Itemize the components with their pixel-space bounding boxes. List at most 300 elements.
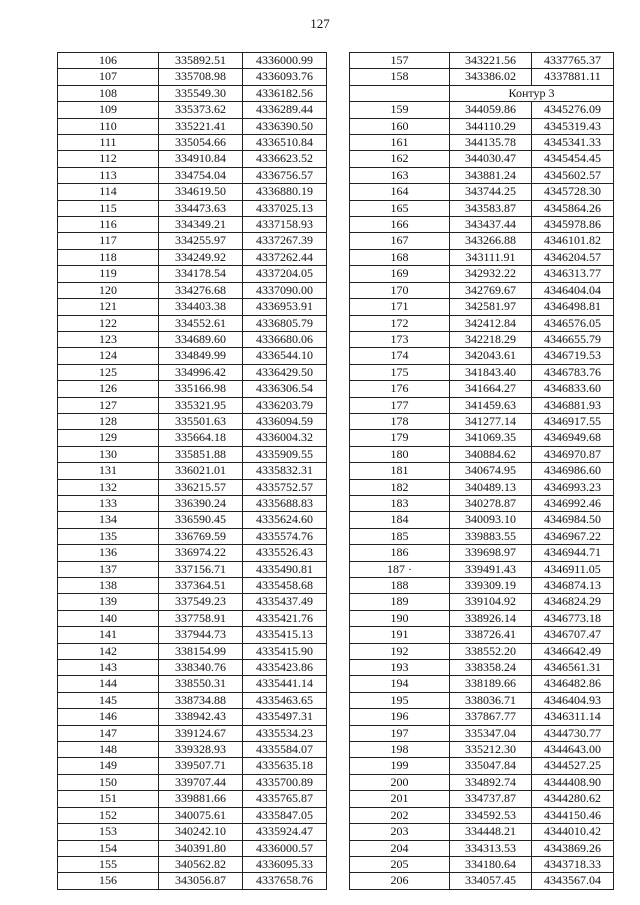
x-coordinate: 334403.38 — [159, 299, 243, 315]
y-coordinate: 4343869.26 — [532, 840, 614, 856]
table-row — [350, 676, 614, 692]
y-coordinate: 4345276.09 — [532, 102, 614, 118]
table-row — [58, 397, 327, 413]
point-number: 134 — [58, 512, 159, 528]
y-coordinate: 4336289.44 — [243, 102, 327, 118]
y-coordinate: 4335423.86 — [243, 660, 327, 676]
y-coordinate: 4343718.33 — [532, 856, 614, 872]
table-row — [58, 594, 327, 610]
table-row — [58, 233, 327, 249]
y-coordinate: 4336182.56 — [243, 85, 327, 101]
x-coordinate: 341277.14 — [450, 413, 532, 429]
table-row — [350, 856, 614, 872]
y-coordinate: 4346967.22 — [532, 528, 614, 544]
point-number: 137 — [58, 561, 159, 577]
table-row — [350, 151, 614, 167]
y-coordinate: 4336095.33 — [243, 856, 327, 872]
x-coordinate: 338734.88 — [159, 692, 243, 708]
y-coordinate: 4335526.43 — [243, 545, 327, 561]
point-number: 172 — [350, 315, 450, 331]
x-coordinate: 338726.41 — [450, 627, 532, 643]
point-number: 177 — [350, 397, 450, 413]
y-coordinate: 4335574.76 — [243, 528, 327, 544]
point-number: 112 — [58, 151, 159, 167]
point-number: 180 — [350, 446, 450, 462]
y-coordinate: 4335832.31 — [243, 463, 327, 479]
y-coordinate: 4346773.18 — [532, 610, 614, 626]
y-coordinate: 4346642.49 — [532, 643, 614, 659]
point-number: 199 — [350, 758, 450, 774]
y-coordinate: 4344280.62 — [532, 791, 614, 807]
point-number: 158 — [350, 69, 450, 85]
point-number: 184 — [350, 512, 450, 528]
table-row — [350, 135, 614, 151]
y-coordinate: 4337658.76 — [243, 873, 327, 889]
x-coordinate: 335664.18 — [159, 430, 243, 446]
table-row — [58, 807, 327, 823]
x-coordinate: 339104.92 — [450, 594, 532, 610]
table-row — [58, 348, 327, 364]
point-number: 156 — [58, 873, 159, 889]
table-row — [58, 578, 327, 594]
x-coordinate: 338036.71 — [450, 692, 532, 708]
table-row — [350, 479, 614, 495]
point-number: 115 — [58, 200, 159, 216]
y-coordinate: 4335534.23 — [243, 725, 327, 741]
x-coordinate: 340242.10 — [159, 824, 243, 840]
point-number: 179 — [350, 430, 450, 446]
table-row — [58, 299, 327, 315]
x-coordinate: 334057.45 — [450, 873, 532, 889]
page-number: 127 — [310, 16, 330, 31]
table-row — [58, 249, 327, 265]
x-coordinate: 337549.23 — [159, 594, 243, 610]
x-coordinate: 340884.62 — [450, 446, 532, 462]
y-coordinate: 4337158.93 — [243, 217, 327, 233]
point-number: 133 — [58, 495, 159, 511]
x-coordinate: 336974.22 — [159, 545, 243, 561]
table-row — [58, 53, 327, 69]
x-coordinate: 339698.97 — [450, 545, 532, 561]
point-number: 111 — [58, 135, 159, 151]
table-row — [350, 545, 614, 561]
table-row — [58, 774, 327, 790]
point-number: 155 — [58, 856, 159, 872]
table-row — [350, 413, 614, 429]
y-coordinate: 4335458.68 — [243, 578, 327, 594]
x-coordinate: 339883.55 — [450, 528, 532, 544]
table-row — [58, 692, 327, 708]
table-row — [350, 561, 614, 577]
point-number: 143 — [58, 660, 159, 676]
table-row — [350, 627, 614, 643]
table-row — [350, 594, 614, 610]
x-coordinate: 334892.74 — [450, 774, 532, 790]
x-coordinate: 343437.44 — [450, 217, 532, 233]
y-coordinate: 4335765.87 — [243, 791, 327, 807]
y-coordinate: 4336680.06 — [243, 331, 327, 347]
y-coordinate: 4345454.45 — [532, 151, 614, 167]
y-coordinate: 4335752.57 — [243, 479, 327, 495]
y-coordinate: 4346311.14 — [532, 709, 614, 725]
point-number: 197 — [350, 725, 450, 741]
y-coordinate: 4337267.39 — [243, 233, 327, 249]
x-coordinate: 343583.87 — [450, 200, 532, 216]
x-coordinate: 335373.62 — [159, 102, 243, 118]
contour-heading: Контур 3 — [450, 85, 614, 101]
table-row — [58, 167, 327, 183]
table-row — [350, 791, 614, 807]
x-coordinate: 342932.22 — [450, 266, 532, 282]
x-coordinate: 334473.63 — [159, 200, 243, 216]
x-coordinate: 334754.04 — [159, 167, 243, 183]
table-row — [350, 446, 614, 462]
point-number: 128 — [58, 413, 159, 429]
point-number: 116 — [58, 217, 159, 233]
x-coordinate: 336769.59 — [159, 528, 243, 544]
table-row — [350, 397, 614, 413]
y-coordinate: 4336306.54 — [243, 381, 327, 397]
point-number: 171 — [350, 299, 450, 315]
table-row — [350, 807, 614, 823]
x-coordinate: 343386.02 — [450, 69, 532, 85]
point-number: 192 — [350, 643, 450, 659]
point-number: 122 — [58, 315, 159, 331]
point-number: 159 — [350, 102, 450, 118]
y-coordinate: 4346970.87 — [532, 446, 614, 462]
x-coordinate: 337156.71 — [159, 561, 243, 577]
x-coordinate: 344059.86 — [450, 102, 532, 118]
table-row — [350, 660, 614, 676]
y-coordinate: 4346101.82 — [532, 233, 614, 249]
table-row — [58, 118, 327, 134]
table-row — [58, 315, 327, 331]
y-coordinate: 4346655.79 — [532, 331, 614, 347]
y-coordinate: 4336093.76 — [243, 69, 327, 85]
x-coordinate: 340489.13 — [450, 479, 532, 495]
table-row — [350, 512, 614, 528]
table-row — [350, 430, 614, 446]
y-coordinate: 4346992.46 — [532, 495, 614, 511]
table-row — [58, 495, 327, 511]
x-coordinate: 334255.97 — [159, 233, 243, 249]
x-coordinate: 339707.44 — [159, 774, 243, 790]
y-coordinate: 4346576.05 — [532, 315, 614, 331]
table-row — [58, 873, 327, 889]
table-row — [350, 758, 614, 774]
y-coordinate: 4344643.00 — [532, 742, 614, 758]
y-coordinate: 4346874.13 — [532, 578, 614, 594]
x-coordinate: 343266.88 — [450, 233, 532, 249]
y-coordinate: 4335415.13 — [243, 627, 327, 643]
table-row — [58, 184, 327, 200]
y-coordinate: 4336000.99 — [243, 53, 327, 69]
point-number: 204 — [350, 840, 450, 856]
point-number: 168 — [350, 249, 450, 265]
x-coordinate: 340093.10 — [450, 512, 532, 528]
y-coordinate: 4336390.50 — [243, 118, 327, 134]
point-number: 150 — [58, 774, 159, 790]
y-coordinate: 4335909.55 — [243, 446, 327, 462]
table-row — [58, 610, 327, 626]
y-coordinate: 4346917.55 — [532, 413, 614, 429]
table-row — [58, 824, 327, 840]
table-row — [350, 840, 614, 856]
x-coordinate: 340674.95 — [450, 463, 532, 479]
x-coordinate: 341069.35 — [450, 430, 532, 446]
x-coordinate: 336390.24 — [159, 495, 243, 511]
table-row — [58, 364, 327, 380]
y-coordinate: 4335688.83 — [243, 495, 327, 511]
table-row — [58, 102, 327, 118]
x-coordinate: 340075.61 — [159, 807, 243, 823]
point-number: 162 — [350, 151, 450, 167]
table-row — [58, 660, 327, 676]
x-coordinate: 334737.87 — [450, 791, 532, 807]
table-row — [58, 676, 327, 692]
y-coordinate: 4346404.93 — [532, 692, 614, 708]
point-number: 107 — [58, 69, 159, 85]
y-coordinate: 4337881.11 — [532, 69, 614, 85]
point-number: 121 — [58, 299, 159, 315]
x-coordinate: 335851.88 — [159, 446, 243, 462]
x-coordinate: 343881.24 — [450, 167, 532, 183]
x-coordinate: 334689.60 — [159, 331, 243, 347]
y-coordinate: 4346984.50 — [532, 512, 614, 528]
x-coordinate: 343056.87 — [159, 873, 243, 889]
y-coordinate: 4346482.86 — [532, 676, 614, 692]
table-row — [58, 840, 327, 856]
point-number: 109 — [58, 102, 159, 118]
table-row — [58, 512, 327, 528]
x-coordinate: 334249.92 — [159, 249, 243, 265]
table-row — [58, 479, 327, 495]
x-coordinate: 338340.76 — [159, 660, 243, 676]
y-coordinate: 4336429.50 — [243, 364, 327, 380]
x-coordinate: 337364.51 — [159, 578, 243, 594]
coordinates-table-left — [57, 52, 327, 890]
x-coordinate: 334313.53 — [450, 840, 532, 856]
point-number: 149 — [58, 758, 159, 774]
point-number: 182 — [350, 479, 450, 495]
table-row — [350, 643, 614, 659]
point-number: 178 — [350, 413, 450, 429]
contour-heading-row — [350, 85, 614, 101]
x-coordinate: 340278.87 — [450, 495, 532, 511]
x-coordinate: 339881.66 — [159, 791, 243, 807]
y-coordinate: 4336000.57 — [243, 840, 327, 856]
table-row — [350, 348, 614, 364]
x-coordinate: 338942.43 — [159, 709, 243, 725]
table-row — [350, 249, 614, 265]
x-coordinate: 344135.78 — [450, 135, 532, 151]
table-row — [350, 282, 614, 298]
table-row — [58, 725, 327, 741]
point-number: 202 — [350, 807, 450, 823]
x-coordinate: 337867.77 — [450, 709, 532, 725]
point-number: 141 — [58, 627, 159, 643]
x-coordinate: 334349.21 — [159, 217, 243, 233]
x-coordinate: 335054.66 — [159, 135, 243, 151]
y-coordinate: 4336880.19 — [243, 184, 327, 200]
y-coordinate: 4346881.93 — [532, 397, 614, 413]
y-coordinate: 4335924.47 — [243, 824, 327, 840]
y-coordinate: 4335421.76 — [243, 610, 327, 626]
table-row — [350, 217, 614, 233]
x-coordinate: 335347.04 — [450, 725, 532, 741]
table-row — [58, 151, 327, 167]
table-row — [350, 315, 614, 331]
x-coordinate: 334592.53 — [450, 807, 532, 823]
point-number: 165 — [350, 200, 450, 216]
table-row — [58, 85, 327, 101]
x-coordinate: 342043.61 — [450, 348, 532, 364]
table-row — [350, 774, 614, 790]
x-coordinate: 334619.50 — [159, 184, 243, 200]
y-coordinate: 4346993.23 — [532, 479, 614, 495]
x-coordinate: 342769.67 — [450, 282, 532, 298]
table-row — [350, 266, 614, 282]
point-number: 174 — [350, 348, 450, 364]
point-number: 161 — [350, 135, 450, 151]
x-coordinate: 335892.51 — [159, 53, 243, 69]
point-number: 195 — [350, 692, 450, 708]
x-coordinate: 339491.43 — [450, 561, 532, 577]
x-coordinate: 341664.27 — [450, 381, 532, 397]
x-coordinate: 337944.73 — [159, 627, 243, 643]
x-coordinate: 339124.67 — [159, 725, 243, 741]
y-coordinate: 4336623.52 — [243, 151, 327, 167]
x-coordinate: 342412.84 — [450, 315, 532, 331]
x-coordinate: 340391.80 — [159, 840, 243, 856]
point-number: 154 — [58, 840, 159, 856]
y-coordinate: 4346498.81 — [532, 299, 614, 315]
y-coordinate: 4337262.44 — [243, 249, 327, 265]
point-number: 132 — [58, 479, 159, 495]
x-coordinate: 335047.84 — [450, 758, 532, 774]
table-row — [58, 561, 327, 577]
x-coordinate: 338926.14 — [450, 610, 532, 626]
point-number: 119 — [58, 266, 159, 282]
x-coordinate: 343111.91 — [450, 249, 532, 265]
table-row — [350, 495, 614, 511]
point-number: 145 — [58, 692, 159, 708]
table-row — [58, 709, 327, 725]
y-coordinate: 4346949.68 — [532, 430, 614, 446]
y-coordinate: 4336544.10 — [243, 348, 327, 364]
point-number: 144 — [58, 676, 159, 692]
point-number: 181 — [350, 463, 450, 479]
point-number: 117 — [58, 233, 159, 249]
point-number: 163 — [350, 167, 450, 183]
x-coordinate: 340562.82 — [159, 856, 243, 872]
y-coordinate: 4335497.31 — [243, 709, 327, 725]
x-coordinate: 335221.41 — [159, 118, 243, 134]
table-row — [350, 463, 614, 479]
table-row — [58, 69, 327, 85]
x-coordinate: 336215.57 — [159, 479, 243, 495]
x-coordinate: 339309.19 — [450, 578, 532, 594]
y-coordinate: 4346824.29 — [532, 594, 614, 610]
y-coordinate: 4344150.46 — [532, 807, 614, 823]
point-number: 196 — [350, 709, 450, 725]
point-number: 114 — [58, 184, 159, 200]
point-number: 118 — [58, 249, 159, 265]
point-number: 160 — [350, 118, 450, 134]
table-row — [58, 545, 327, 561]
table-row — [58, 282, 327, 298]
table-row — [58, 463, 327, 479]
point-number: 206 — [350, 873, 450, 889]
point-number: 120 — [58, 282, 159, 298]
y-coordinate: 4337765.37 — [532, 53, 614, 69]
y-coordinate: 4346833.60 — [532, 381, 614, 397]
x-coordinate: 334996.42 — [159, 364, 243, 380]
point-number: 185 — [350, 528, 450, 544]
x-coordinate: 338189.66 — [450, 676, 532, 692]
y-coordinate: 4335847.05 — [243, 807, 327, 823]
point-number: 198 — [350, 742, 450, 758]
y-coordinate: 4335490.81 — [243, 561, 327, 577]
x-coordinate: 339507.71 — [159, 758, 243, 774]
point-number: 136 — [58, 545, 159, 561]
table-row — [58, 791, 327, 807]
table-row — [350, 118, 614, 134]
table-row — [350, 167, 614, 183]
table-row — [350, 742, 614, 758]
point-number: 131 — [58, 463, 159, 479]
table-row — [58, 135, 327, 151]
x-coordinate: 335501.63 — [159, 413, 243, 429]
y-coordinate: 4335437.49 — [243, 594, 327, 610]
y-coordinate: 4346561.31 — [532, 660, 614, 676]
table-row — [58, 643, 327, 659]
point-number: 153 — [58, 824, 159, 840]
point-number: 106 — [58, 53, 159, 69]
y-coordinate: 4335463.65 — [243, 692, 327, 708]
table-row — [350, 610, 614, 626]
y-coordinate: 4346719.53 — [532, 348, 614, 364]
table-row — [350, 709, 614, 725]
x-coordinate: 342581.97 — [450, 299, 532, 315]
y-coordinate: 4337204.05 — [243, 266, 327, 282]
point-number: 157 — [350, 53, 450, 69]
x-coordinate: 341459.63 — [450, 397, 532, 413]
table-row — [350, 578, 614, 594]
x-coordinate: 334910.84 — [159, 151, 243, 167]
table-row — [58, 856, 327, 872]
table-row — [350, 102, 614, 118]
y-coordinate: 4346204.57 — [532, 249, 614, 265]
y-coordinate: 4346404.04 — [532, 282, 614, 298]
y-coordinate: 4336953.91 — [243, 299, 327, 315]
point-number: 187 · — [350, 561, 450, 577]
y-coordinate: 4343567.04 — [532, 873, 614, 889]
x-coordinate: 334180.64 — [450, 856, 532, 872]
table-row — [350, 53, 614, 69]
table-row — [350, 331, 614, 347]
point-number: 189 — [350, 594, 450, 610]
y-coordinate: 4337025.13 — [243, 200, 327, 216]
y-coordinate: 4346707.47 — [532, 627, 614, 643]
y-coordinate: 4346986.60 — [532, 463, 614, 479]
y-coordinate: 4336203.79 — [243, 397, 327, 413]
point-number: 190 — [350, 610, 450, 626]
y-coordinate: 4335700.89 — [243, 774, 327, 790]
point-number: 135 — [58, 528, 159, 544]
y-coordinate: 4346944.71 — [532, 545, 614, 561]
y-coordinate: 4346783.76 — [532, 364, 614, 380]
